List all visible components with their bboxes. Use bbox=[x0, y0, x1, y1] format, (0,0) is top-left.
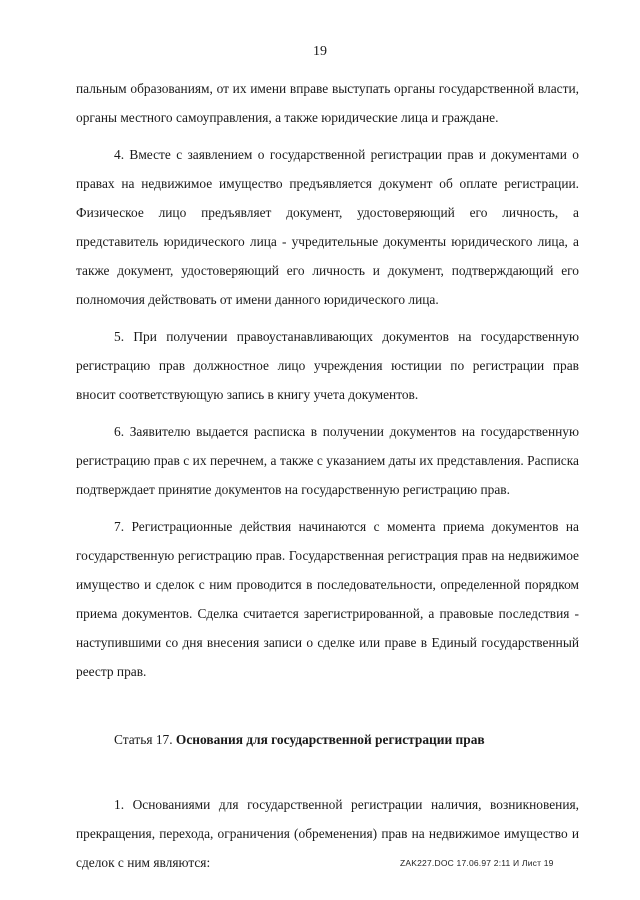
document-footer: ZAK227.DOC 17.06.97 2:11 И Лист 19 bbox=[400, 858, 554, 868]
page-number: 19 bbox=[313, 44, 327, 59]
document-body bbox=[76, 74, 579, 885]
paragraph-item-7: 7. Регистрационные действия начинаются с момента приема документов на государственную регистрацию прав. Государственная регистрация прав на недвижимое имущество и сделок с ним проводится в последовательности, определенной порядком приема документов. Сделка считается зарегистрированной, а правовые последствия - наступившими со дня внесения записи о сделке или праве в Единый государственный реестр прав. bbox=[76, 519, 579, 679]
article-number: Статья 17. bbox=[114, 732, 176, 747]
paragraph-continuation: пальным образованиям, от их имени вправе выступать органы государственной власти, органы местного самоуправления, а также юридические лица и граждане. bbox=[76, 81, 579, 125]
paragraph-item-5: 5. При получении правоустанавливающих документов на государственную регистрацию прав должностное лицо учреждения юстиции по регистрации прав вносит соответствующую запись в книгу учета документов. bbox=[76, 329, 579, 402]
paragraph-item-6: 6. Заявителю выдается расписка в получении документов на государственную регистрацию прав с их перечнем, а также с указанием даты их представления. Расписка подтверждает принятие документов на государственную регистрацию прав. bbox=[76, 424, 579, 497]
article-heading bbox=[76, 729, 579, 751]
paragraph-item-4: 4. Вместе с заявлением о государственной регистрации прав и документами о правах на недвижимое имущество предъявляется документ об оплате регистрации. Физическое лицо предъявляет документ, удостоверяющий его личность, а представитель юридического лица - учредительные документы юридического лица, а также документ, удостоверяющий его личность и документ, подтверждающий его полномочия действовать от имени данного юридического лица. bbox=[76, 147, 579, 307]
article-title: Основания для государственной регистрации прав bbox=[175, 732, 485, 747]
paragraph-article-17-item-1: 1. Основаниями для государственной регистрации наличия, возникновения, прекращения, перехода, ограничения (обременения) прав на недвижимое имущество и сделок с ним являются: bbox=[76, 797, 579, 870]
